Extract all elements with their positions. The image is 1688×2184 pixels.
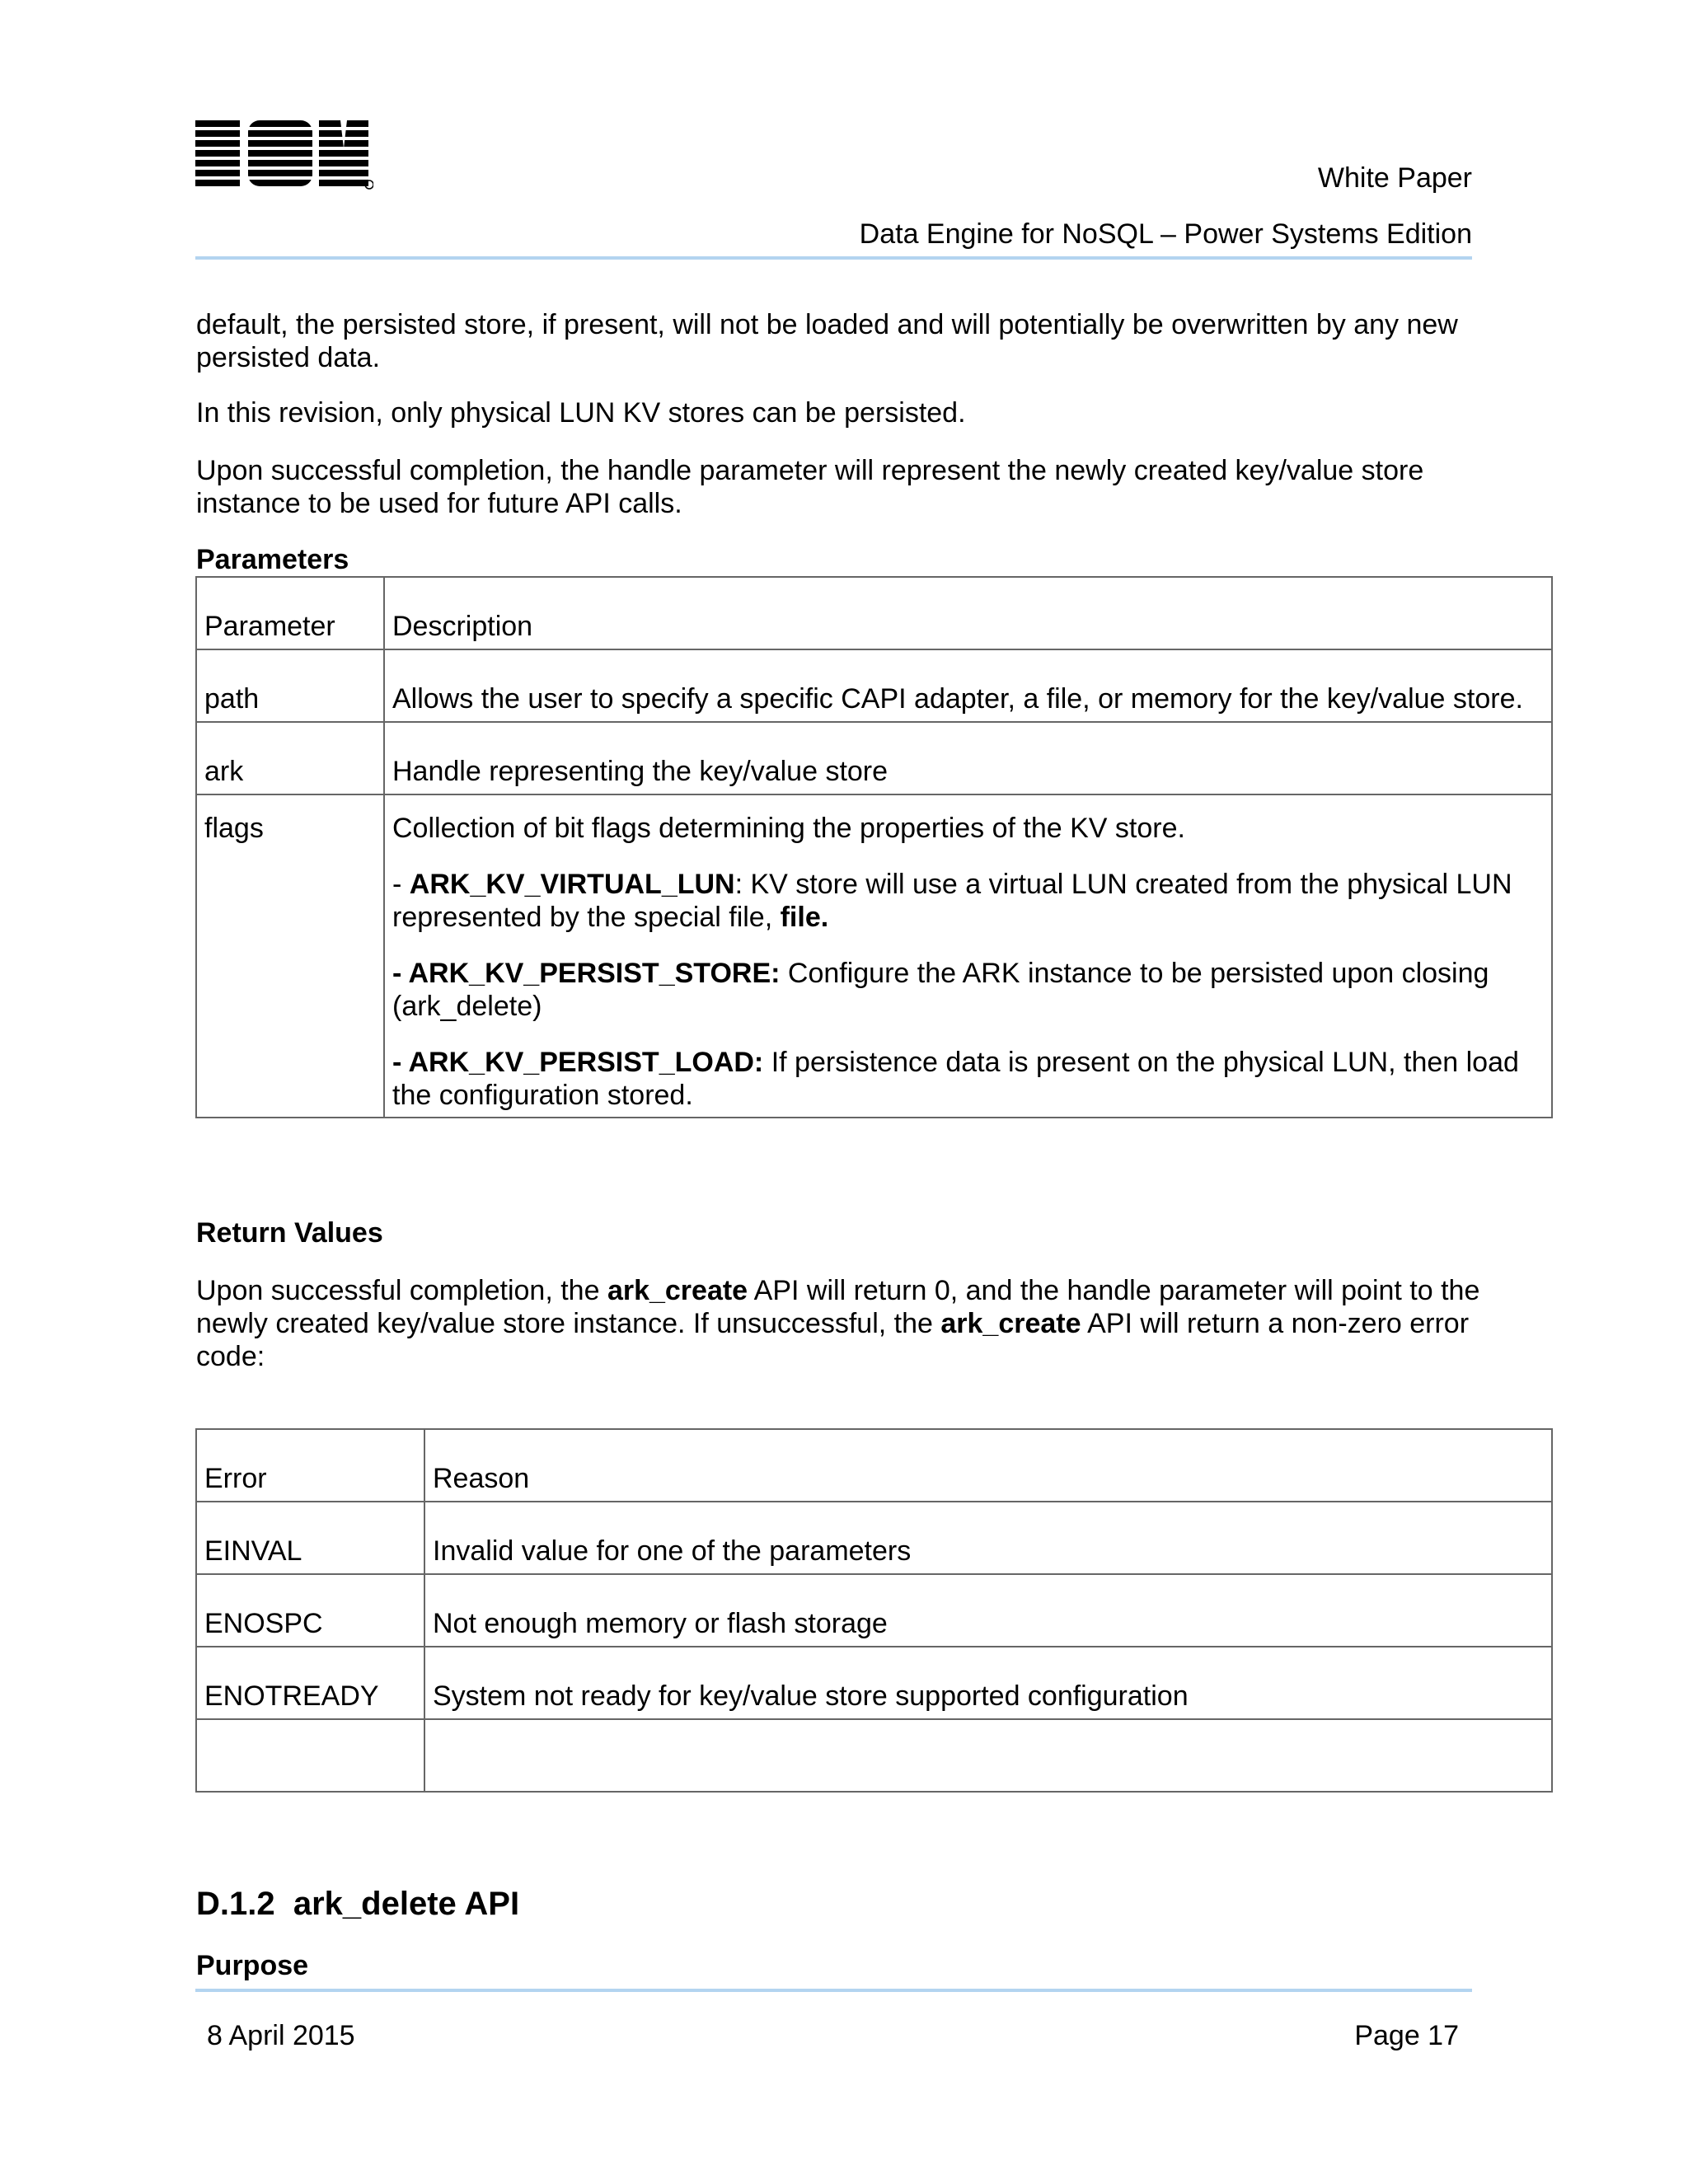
table-row-flags: [196, 794, 1552, 1118]
column-header-reason: Reason: [424, 1429, 1552, 1502]
intro-paragraph-3: Upon successful completion, the handle parameter will represent the newly created key/value store instance to be used for future API calls.: [196, 455, 1424, 519]
intro-paragraph-1: default, the persisted store, if present, will not be loaded and will potentially be overwritten by any new persisted data.: [196, 309, 1458, 373]
table-header-row: [196, 1429, 1552, 1502]
footer-divider: [195, 1989, 1472, 1992]
flag-file: file.: [780, 902, 829, 933]
flag-name: - ARK_KV_PERSIST_STORE:: [392, 958, 781, 989]
column-header-description: Description: [384, 577, 1552, 649]
table-row: [196, 649, 1552, 722]
table-row: [196, 1502, 1552, 1574]
section-heading: [196, 1884, 519, 1924]
error-code: [196, 1719, 424, 1792]
parameters-heading: Parameters: [196, 544, 349, 575]
param-description: Handle representing the key/value store: [384, 722, 1552, 794]
parameters-table: [195, 576, 1553, 1118]
flag-name: - ARK_KV_PERSIST_LOAD:: [392, 1047, 764, 1078]
param-name: path: [196, 649, 384, 722]
flag-virtual-lun: - ARK_KV_VIRTUAL_LUN: KV store will use a virtual LUN created from the physical LUN represented by the special file, file.: [392, 869, 1512, 933]
flag-name: ARK_KV_VIRTUAL_LUN: [409, 869, 735, 900]
section-number: D.1.2: [196, 1886, 275, 1922]
table-row: [196, 1574, 1552, 1647]
flags-intro: Collection of bit flags determining the properties of the KV store.: [392, 813, 1185, 844]
error-reason: Not enough memory or flash storage: [424, 1574, 1552, 1647]
header-divider: [195, 256, 1472, 260]
param-name: ark: [196, 722, 384, 794]
flag-persist-store: - ARK_KV_PERSIST_STORE: Configure the ARK instance to be persisted upon closing (ark_delete): [392, 958, 1489, 1022]
table-row: [196, 1647, 1552, 1719]
error-code: EINVAL: [196, 1502, 424, 1574]
flag-persist-load: - ARK_KV_PERSIST_LOAD: If persistence data is present on the physical LUN, then load the configuration stored.: [392, 1047, 1519, 1111]
page-number: Page 17: [1354, 2020, 1459, 2051]
param-description-flags: [384, 794, 1552, 1118]
document-title: Data Engine for NoSQL – Power Systems Edition: [859, 218, 1472, 250]
param-name: flags: [196, 794, 384, 1118]
column-header-parameter: Parameter: [196, 577, 384, 649]
column-header-error: Error: [196, 1429, 424, 1502]
table-row: [196, 722, 1552, 794]
footer-date: 8 April 2015: [207, 2020, 355, 2051]
intro-paragraph-2: In this revision, only physical LUN KV stores can be persisted.: [196, 397, 966, 429]
error-code: ENOSPC: [196, 1574, 424, 1647]
error-reason: System not ready for key/value store supported configuration: [424, 1647, 1552, 1719]
errors-table: [195, 1428, 1553, 1793]
section-title: ark_delete API: [293, 1886, 520, 1922]
table-header-row: [196, 577, 1552, 649]
ibm-logo: [195, 120, 373, 190]
table-row-empty: [196, 1719, 1552, 1792]
error-code: ENOTREADY: [196, 1647, 424, 1719]
document-type: White Paper: [1317, 162, 1472, 194]
return-values-paragraph: Upon successful completion, the ark_create API will return 0, and the handle parameter will point to the newly created key/value store instance. If unsuccessful, the ark_create API will return a non-zero error code:: [196, 1275, 1480, 1372]
error-reason: [424, 1719, 1552, 1792]
error-reason: Invalid value for one of the parameters: [424, 1502, 1552, 1574]
param-description: Allows the user to specify a specific CAPI adapter, a file, or memory for the key/value store.: [384, 649, 1552, 722]
return-values-heading: Return Values: [196, 1217, 383, 1249]
purpose-heading: Purpose: [196, 1950, 309, 1981]
